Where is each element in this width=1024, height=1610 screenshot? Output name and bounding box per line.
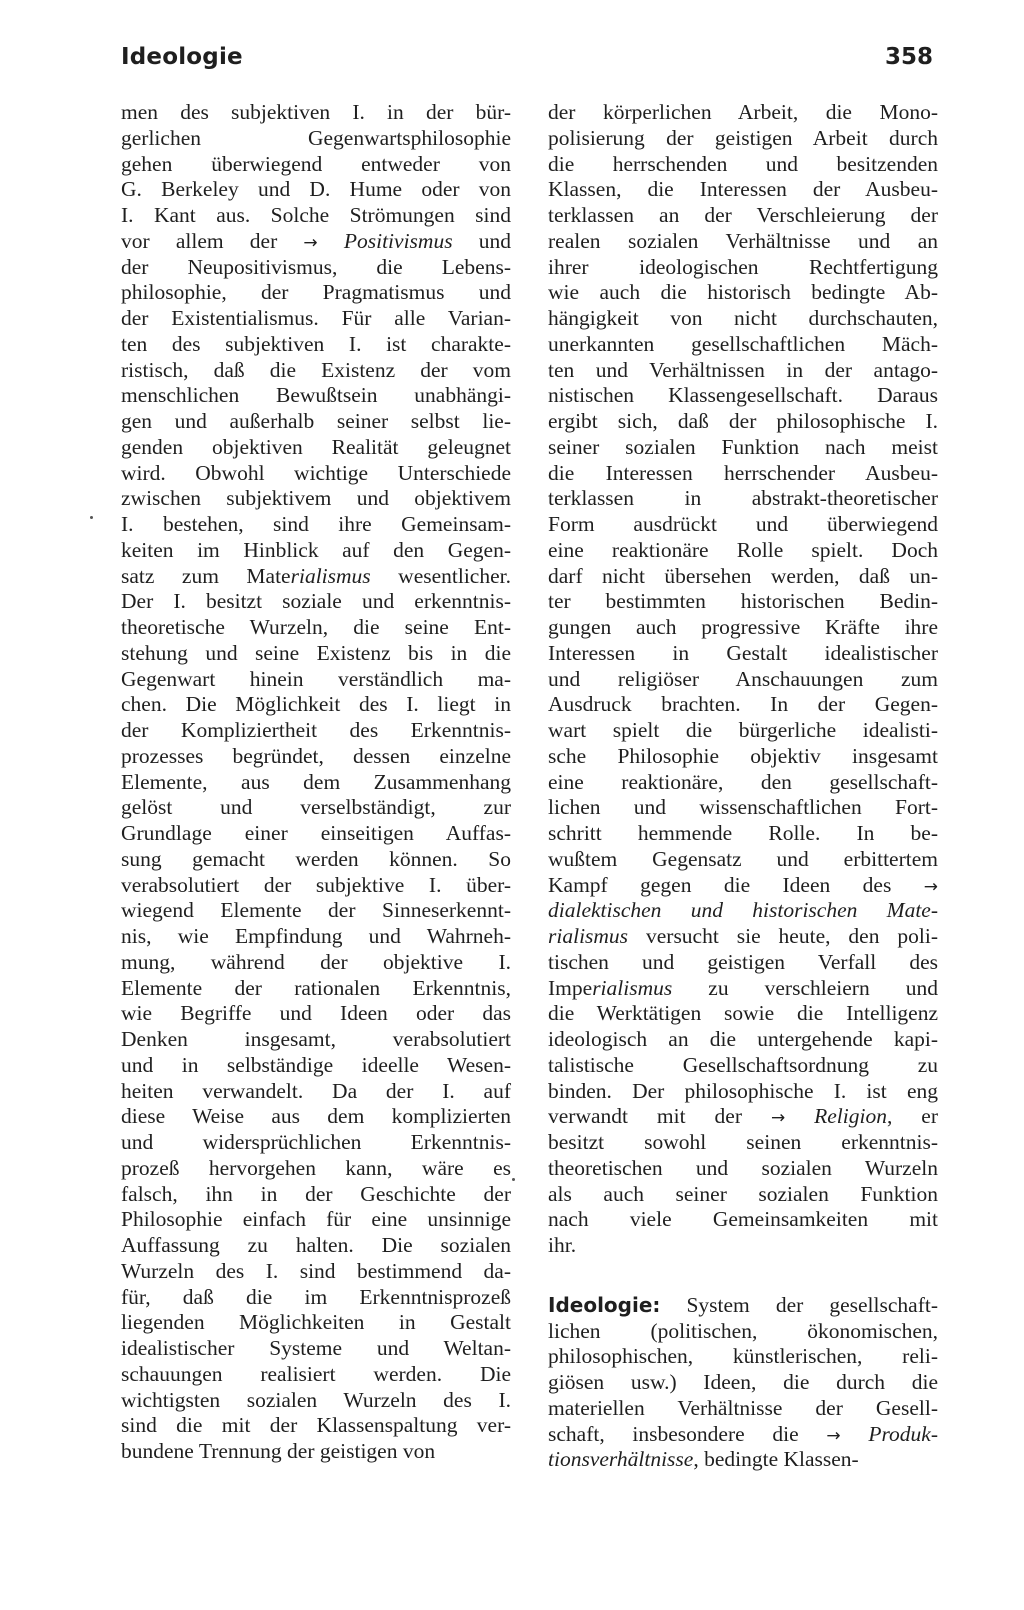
text-line: prozesses begründet, dessen einzelne bbox=[121, 743, 511, 768]
text-line: sung gemacht werden können. So bbox=[121, 846, 511, 871]
text-line: dialektischen und historischen Mate- bbox=[548, 898, 938, 923]
text-line: ergibt sich, daß der philosophische I. bbox=[548, 409, 938, 433]
text-line: talistische Gesellschaftsordnung zu bbox=[548, 1052, 938, 1077]
text-line: liegenden Möglichkeiten in Gestalt bbox=[121, 1310, 511, 1335]
text-line: I. Kant aus. Solche Strömungen sind bbox=[121, 203, 511, 227]
page-number: 358 bbox=[884, 44, 933, 70]
text-line: schritt hemmende Rolle. In be- bbox=[548, 821, 938, 845]
text-line: keiten im Hinblick auf den Gegen- bbox=[121, 537, 511, 562]
text-line: Grundlage einer einseitigen Auffas- bbox=[121, 821, 511, 845]
text-line: sche Philosophie objektiv insgesamt bbox=[548, 743, 938, 768]
text-line: gerlichen Gegenwartsphilosophie bbox=[121, 125, 511, 150]
scan-speck bbox=[90, 516, 93, 519]
text-line: der körperlichen Arbeit, die Mono- bbox=[548, 100, 938, 124]
text-line: Interessen in Gestalt idealistischer bbox=[548, 640, 938, 665]
entry-separator bbox=[548, 1259, 938, 1293]
scan-speck bbox=[512, 1178, 515, 1181]
text-line: hängigkeit von nicht durchschauten, bbox=[548, 306, 938, 330]
text-line: rialismus versucht sie heute, den poli- bbox=[548, 924, 938, 948]
text-line: wie auch die historisch bedingte Ab- bbox=[548, 280, 938, 305]
text-line: verabsolutiert der subjektive I. über- bbox=[121, 872, 511, 897]
text-line: und religiöser Anschauungen zum bbox=[548, 666, 938, 691]
text-line: der Neupositivismus, die Lebens- bbox=[121, 254, 511, 279]
text-line: eine reaktionäre Rolle spielt. Doch bbox=[548, 537, 938, 562]
text-line: ten und Verhältnissen in der antago- bbox=[548, 357, 938, 382]
running-head bbox=[121, 44, 933, 84]
text-line: unerkannten gesellschaftlichen Mäch- bbox=[548, 331, 938, 356]
text-line: Ausdruck brachten. In der Gegen- bbox=[548, 692, 938, 717]
text-line: Gegenwart hinein verständlich ma- bbox=[121, 666, 511, 691]
text-line: theoretische Wurzeln, die seine Ent- bbox=[121, 615, 511, 639]
text-line: sind die mit der Klassenspaltung ver- bbox=[121, 1413, 511, 1438]
text-line: wiegend Elemente der Sinneserkennt- bbox=[121, 898, 511, 923]
text-line: wußtem Gegensatz und erbittertem bbox=[548, 846, 938, 871]
text-line: als auch seiner sozialen Funktion bbox=[548, 1181, 938, 1206]
text-line: giösen usw.) Ideen, die durch die bbox=[548, 1370, 938, 1394]
text-line: materiellen Verhältnisse der Gesell- bbox=[548, 1395, 938, 1420]
text-line: genden objektiven Realität geleugnet bbox=[121, 434, 511, 459]
text-line: verwandt mit der → Religion, er bbox=[548, 1104, 938, 1129]
text-line: eine reaktionäre, den gesellschaft- bbox=[548, 769, 938, 794]
text-line: heiten verwandelt. Da der I. auf bbox=[121, 1078, 511, 1103]
text-line: nach viele Gemeinsamkeiten mit bbox=[548, 1207, 938, 1232]
text-line: System der gesellschaft- bbox=[660, 1292, 938, 1317]
text-line: ideologisch an die untergehende kapi- bbox=[548, 1027, 938, 1051]
text-line: schauungen realisiert werden. Die bbox=[121, 1361, 511, 1386]
text-line: polisierung der geistigen Arbeit durch bbox=[548, 125, 938, 150]
text-line: mung, während der objektive I. bbox=[121, 949, 511, 974]
text-line: Form ausdrückt und überwiegend bbox=[548, 512, 938, 536]
text-line: der Kompliziertheit des Erkenntnis- bbox=[121, 718, 511, 742]
text-line: wie Begriffe und Ideen oder das bbox=[121, 1001, 511, 1026]
page-headword: Ideologie bbox=[121, 44, 243, 70]
text-line: bundene Trennung der geistigen von bbox=[121, 1439, 436, 1463]
text-line: Denken insgesamt, verabsolutiert bbox=[121, 1027, 511, 1051]
text-line: Elemente, aus dem Zusammenhang bbox=[121, 769, 511, 794]
text-line: philosophie, der Pragmatismus und bbox=[121, 280, 511, 305]
text-line: und in selbständige ideelle Wesen- bbox=[121, 1052, 511, 1077]
text-line: Elemente der rationalen Erkenntnis, bbox=[121, 975, 511, 1000]
text-line: der Existentialismus. Für alle Varian- bbox=[121, 306, 511, 330]
text-line: lichen und wissenschaftlichen Fort- bbox=[548, 795, 938, 820]
text-line: menschlichen Bewußtsein unabhängi- bbox=[121, 383, 511, 408]
text-line: schaft, insbesondere die → Produk- bbox=[548, 1421, 938, 1446]
text-line: realen sozialen Verhältnisse und an bbox=[548, 228, 938, 253]
text-line: ter bestimmten historischen Bedin- bbox=[548, 589, 938, 614]
text-line: Kampf gegen die Ideen des → bbox=[548, 872, 938, 897]
text-line: I. bestehen, sind ihre Gemeinsam- bbox=[121, 512, 511, 536]
text-line: stehung und seine Existenz bis in die bbox=[121, 640, 511, 665]
text-line: gehen überwiegend entweder von bbox=[121, 151, 511, 176]
text-line: chen. Die Möglichkeit des I. liegt in bbox=[121, 692, 511, 717]
text-line: prozeß hervorgehen kann, wäre es bbox=[121, 1155, 511, 1180]
text-line: Philosophie einfach für eine unsinnige bbox=[121, 1207, 511, 1232]
text-line: satz zum Materialismus wesentlicher. bbox=[121, 563, 511, 588]
text-line: Imperialismus zu verschleiern und bbox=[548, 975, 938, 1000]
text-line: Wurzeln des I. sind bestimmend da- bbox=[121, 1258, 511, 1283]
text-line: ihr. bbox=[548, 1233, 577, 1257]
text-line: zwischen subjektivem und objektivem bbox=[121, 486, 511, 511]
text-line: gungen auch progressive Kräfte ihre bbox=[548, 615, 938, 639]
text-line: die herrschenden und besitzenden bbox=[548, 151, 938, 176]
text-line: tischen und geistigen Verfall des bbox=[548, 949, 938, 974]
text-line: wichtigsten sozialen Wurzeln des I. bbox=[121, 1387, 511, 1412]
text-line: die Werktätigen sowie die Intelligenz bbox=[548, 1001, 938, 1026]
text-line: tionsverhältnisse, bedingte Klassen- bbox=[548, 1447, 859, 1472]
left-text-column bbox=[121, 100, 511, 1465]
entry-first-line bbox=[548, 1293, 938, 1319]
text-line: Klassen, die Interessen der Ausbeu- bbox=[548, 177, 938, 202]
text-line: nistischen Klassengesellschaft. Daraus bbox=[548, 383, 938, 408]
text-line: falsch, ihn in der Geschichte der bbox=[121, 1181, 511, 1206]
text-line: ihrer ideologischen Rechtfertigung bbox=[548, 254, 938, 279]
text-line: G. Berkeley und D. Hume oder von bbox=[121, 177, 511, 202]
text-line: seiner sozialen Funktion nach meist bbox=[548, 434, 938, 459]
text-line: idealistischer Systeme und Weltan- bbox=[121, 1336, 511, 1360]
text-line: ristisch, daß die Existenz der vom bbox=[121, 357, 511, 382]
text-line: wart spielt die bürgerliche idealisti- bbox=[548, 718, 938, 742]
text-line: für, daß die im Erkenntnisprozeß bbox=[121, 1284, 511, 1309]
text-line: binden. Der philosophische I. ist eng bbox=[548, 1078, 938, 1103]
text-line: und widersprüchlichen Erkenntnis- bbox=[121, 1130, 511, 1154]
text-line: die Interessen herrschender Ausbeu- bbox=[548, 460, 938, 485]
text-line: gen und außerhalb seiner selbst lie- bbox=[121, 409, 511, 433]
text-line: lichen (politischen, ökonomischen, bbox=[548, 1318, 938, 1343]
text-line: diese Weise aus dem komplizierten bbox=[121, 1104, 511, 1129]
text-line: darf nicht übersehen werden, daß un- bbox=[548, 563, 938, 588]
text-line: terklassen an der Verschleierung der bbox=[548, 203, 938, 227]
entry-headword: Ideologie: bbox=[548, 1292, 661, 1317]
text-line: theoretischen und sozialen Wurzeln bbox=[548, 1155, 938, 1180]
text-line: men des subjektiven I. in der bür- bbox=[121, 100, 511, 124]
text-line: gelöst und verselbständigt, zur bbox=[121, 795, 511, 820]
text-line: ten des subjektiven I. ist charakte- bbox=[121, 331, 511, 356]
text-line: besitzt sowohl seinen erkenntnis- bbox=[548, 1130, 938, 1154]
text-line: wird. Obwohl wichtige Unterschiede bbox=[121, 460, 511, 485]
text-line: Auffassung zu halten. Die sozialen bbox=[121, 1233, 511, 1257]
text-line: Der I. besitzt soziale und erkenntnis- bbox=[121, 589, 511, 614]
right-text-column bbox=[548, 100, 938, 1473]
text-line: nis, wie Empfindung und Wahrneh- bbox=[121, 924, 511, 948]
text-line: terklassen in abstrakt-theoretischer bbox=[548, 486, 938, 511]
text-line: philosophischen, künstlerischen, reli- bbox=[548, 1344, 938, 1369]
text-line: vor allem der → Positivismus und bbox=[121, 228, 511, 253]
